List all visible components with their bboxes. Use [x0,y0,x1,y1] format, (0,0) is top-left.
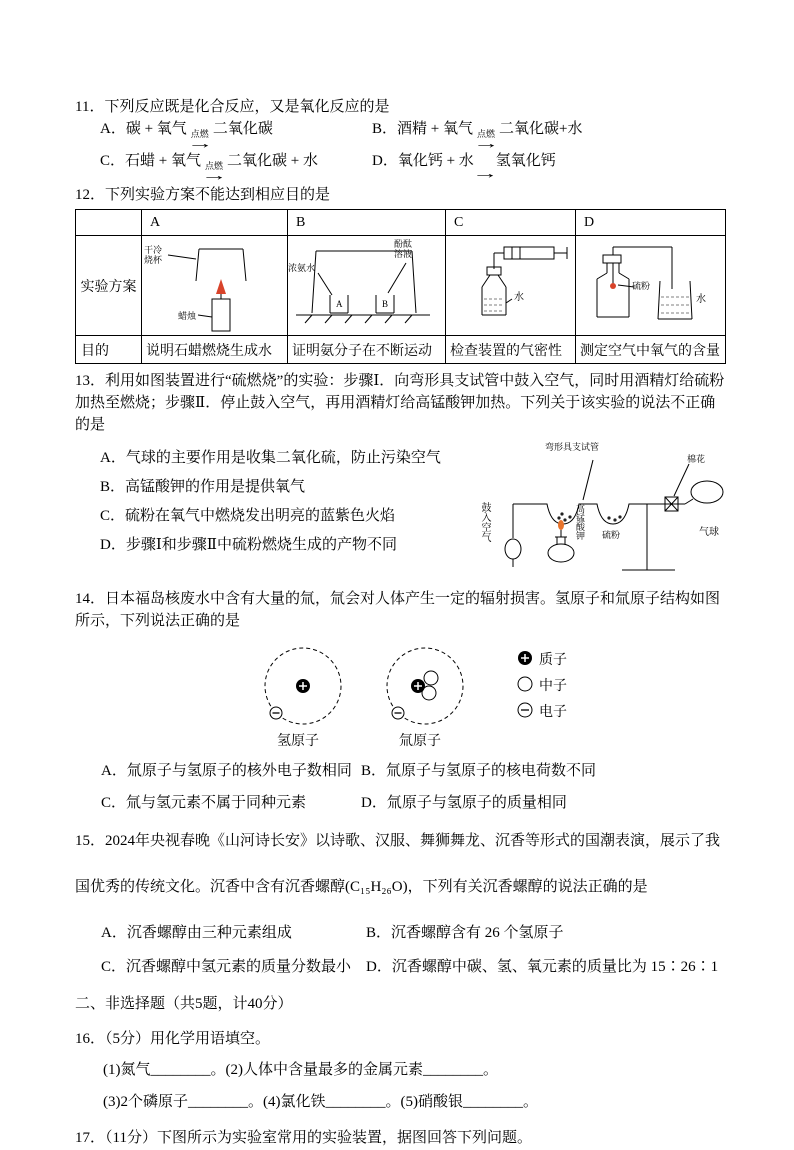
label-kmno4: 高锰酸钾 [575,504,585,540]
ammonia-diffusion-diagram [288,237,445,335]
question-16 [75,1024,726,1118]
reaction-arrow [471,160,499,182]
q15-option-b: B．沉香螺醇含有 26 个氢原子 [366,925,564,941]
arrow-icon: → [200,169,228,184]
q15-option-a: A．沉香螺醇由三种元素组成 [101,925,292,941]
q12-purpose-c: 检查装置的气密性 [446,336,576,364]
q12-header-a: A [142,210,288,236]
reaction-condition: 点燃 [190,129,209,139]
q14-options-row-2 [75,792,726,814]
air-pump-bulb [505,539,521,559]
label-candle: 蜡烛 [178,310,197,321]
q11-option-a [100,118,372,150]
q12-purpose-b: 证明氨分子在不断运动 [288,336,446,364]
arrow-icon: → [472,137,500,152]
question-14 [75,588,726,814]
q14-option-b: B．氚原子与氢原子的核电荷数不同 [361,763,597,779]
q12-header-empty [76,210,142,236]
question-17 [75,1126,726,1150]
q12-purpose-a: 说明石蜡燃烧生成水 [142,336,288,364]
label-concentrated-ammonia: 浓氨水 [288,262,316,273]
q12-scheme-a [142,236,288,336]
q13-option-d: D．步骤Ⅰ和步骤Ⅱ中硫粉燃烧生成的产物不同 [100,537,397,553]
label-sulfur: 硫粉 [602,530,621,540]
question-11 [75,96,726,182]
alcohol-lamp-body [548,544,574,562]
legend-electron-label: 电子 [539,705,567,720]
neutron-icon [424,671,438,685]
q16-blanks-line-1: (1)氮气________。(2)人体中含量最多的金属元素________。 [103,1062,498,1078]
label-sulfur-powder: 硫粉 [632,280,651,291]
q13-options [75,440,475,580]
label-cup-b: B [382,298,389,309]
q14-options [75,760,726,814]
label-cup-a: A [336,298,343,309]
syringe-flask-svg [446,237,570,333]
legend-neutron-icon [518,677,532,691]
q14-options-row-1 [75,760,726,782]
sulfur-combustion-apparatus-diagram [475,440,725,580]
burning-sulfur-icon [610,283,616,289]
q12-scheme-d [576,236,726,336]
q11-options-row-2 [75,150,726,182]
q12-scheme-c [446,236,576,336]
balloon-shape [691,481,723,503]
q11-option-b [372,118,582,150]
q11-c-reactants: C．石蜡 + 氧气 [100,153,201,169]
label-tritium-atom: 氚原子 [399,734,441,749]
q12-table [75,209,726,364]
q11-a-products: 二氧化碳 [212,121,273,137]
label-hydrogen-atom: 氢原子 [277,734,319,749]
q13-stem: 13．利用如图装置进行“硫燃烧”的实验：步骤Ⅰ．向弯形具支试管中鼓入空气，同时用酒精灯给硫粉加热至燃烧；步骤Ⅱ．停止鼓入空气，再用酒精灯给高锰酸钾加热。下列关于该实验的说法不正确的是 [75,373,725,433]
label-water-d: 水 [696,293,706,305]
q12-header-b: B [288,210,446,236]
q14-stem: 14．日本福岛核废水中含有大量的氚，氚会对人体产生一定的辐射损害。氢原子和氚原子结构如图所示，下列说法正确的是 [75,591,721,629]
q16-stem: 16．（5分）用化学用语填空。 [75,1031,271,1047]
q11-options-row-1 [75,118,726,150]
q12-scheme-b [288,236,446,336]
reaction-condition: 点燃 [204,161,223,171]
atom-structure-diagram [225,638,675,750]
q11-b-products: 二氧化碳+水 [498,121,583,137]
section-2-title: 二、非选择题（共5题，计40分） [75,996,293,1012]
question-15 [75,818,726,978]
reaction-arrow [200,161,228,184]
reaction-arrow [472,129,500,152]
q11-option-c [100,150,372,182]
air-tightness-check-diagram [446,237,575,335]
q11-c-products: 二氧化碳 + 水 [226,153,318,169]
q11-d-reactants: D．氧化钙 + 水 [372,153,474,169]
q12-stem: 12．下列实验方案不能达到相应目的是 [75,187,331,203]
arrow-icon: → [471,167,499,182]
q12-purpose-d: 测定空气中氧气的含量 [576,336,726,364]
label-water-c: 水 [514,291,524,303]
lamp-flame-icon [558,520,564,530]
flame-icon [216,279,226,294]
legend-neutron-label: 中子 [539,679,567,694]
q13-option-b: B．高锰酸钾的作用是提供氧气 [100,479,306,495]
q11-b-reactants: B．酒精 + 氧气 [372,121,473,137]
ammonia-diagram-svg [288,237,438,333]
q15-options-row-2 [75,956,726,978]
q12-scheme-row [76,236,726,336]
q13-option-a: A．气球的主要作用是收集二氧化硫，防止污染空气 [100,450,441,466]
q16-blanks-line-2: (3)2个磷原子________。(4)氯化铁________。(5)硝酸银________。 [103,1094,538,1110]
q12-purpose-label: 目的 [76,336,142,364]
oxygen-content-measure-diagram [576,237,725,335]
candle-water-test-diagram [142,237,287,335]
q14-option-a: A．氚原子与氢原子的核外电子数相同 [101,763,352,779]
q14-option-d: D．氚原子与氢原子的质量相同 [361,795,567,811]
legend-proton-label: 质子 [539,653,567,668]
question-12 [75,184,726,364]
q15-options-row-1 [75,922,726,944]
reaction-arrow [186,129,214,152]
q12-header-d: D [576,210,726,236]
label-cotton: 棉花 [687,454,706,464]
q15-option-d: D．沉香螺醇中碳、氢、氧元素的质量比为 15∶26∶1 [366,959,719,975]
q13-body [75,440,726,580]
q11-d-products: 氢氧化钙 [495,153,556,169]
label-phenolphthalein: 酚酞溶液 [394,238,413,259]
label-dry-cold-beaker: 干冷烧杯 [144,244,163,265]
q11-option-d [372,150,556,182]
q14-option-c: C．氚与氢元素不属于同种元素 [101,795,307,811]
q12-purpose-row [76,336,726,364]
label-bent-tube: 弯形具支试管 [545,442,600,452]
q17-stem: 17．（11分）下图所示为实验室常用的实验装置，据图回答下列问题。 [75,1130,532,1146]
q12-scheme-label: 实验方案 [76,236,142,336]
arrow-icon: → [186,137,214,152]
label-pump-air: 鼓入空气 [479,502,490,542]
q11-stem: 11．下列反应既是化合反应，又是氧化反应的是 [75,99,390,115]
q15-option-c: C．沉香螺醇中氢元素的质量分数最小 [101,959,352,975]
q12-table-header-row [76,210,726,236]
label-balloon: 气球 [699,527,719,538]
q12-header-c: C [446,210,576,236]
q11-a-reactants: A．碳 + 氧气 [100,121,187,137]
reaction-condition: 点燃 [476,129,495,139]
question-13 [75,370,726,580]
q13-option-c: C．硫粉在氧气中燃烧发出明亮的蓝紫色火焰 [100,508,396,524]
q15-stem: 15．2024年央视春晚《山河诗长安》以诗歌、汉服、舞狮舞龙、沉香等形式的国潮表演，展示了我国优秀的传统文化。沉香中含有沉香螺醇(C₁₅H₂₆O)，下列有关沉香螺醇的说法正确的是 [75,833,721,895]
